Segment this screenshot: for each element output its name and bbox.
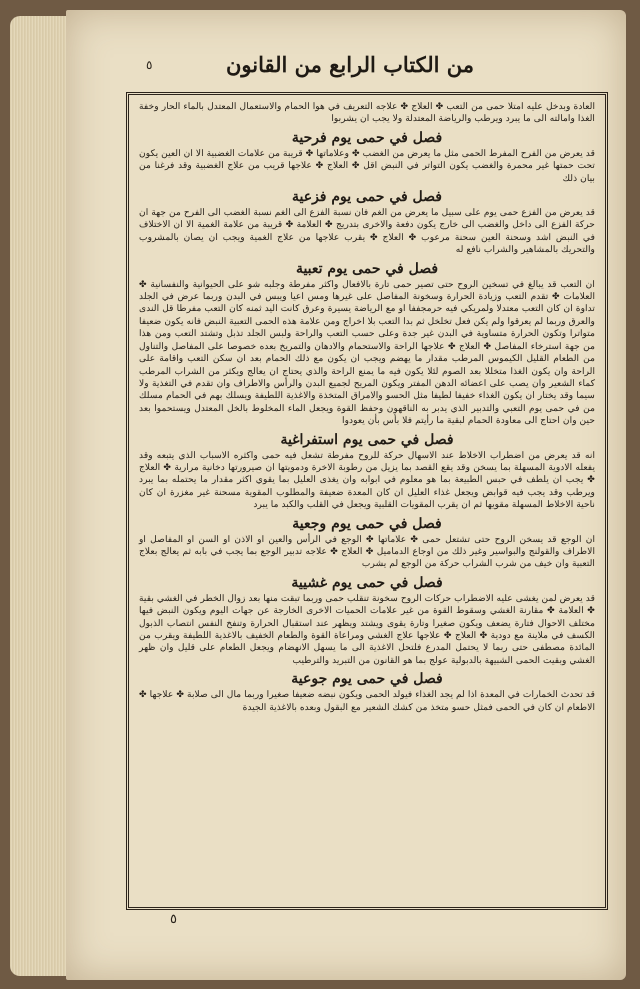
section-title: فصل في حمى يوم وجعية <box>292 515 442 532</box>
section-title: فصل في حمى يوم تعبية <box>295 260 439 277</box>
section-title: فصل في حمى يوم فزعية <box>291 189 442 206</box>
section-body: ان التعب قد يبالغ في تسخين الروح حتى تصير حمى تارة بالافعال واكثر مفرطة وجلبه شو على الحيوانية والنفسانية ✤ العلامات ✤ تقدم التعب وزيادة الحرارة وسخونة المفاصل على غيرها ومس اعيا ويبس في البدن وربما عرض في الجلد تداوة ان كان التعب معتدلا ولمريكي فيه حرمجففا او مع الرياضة يسيرة وعرق كانت اليد ثمنه كان التعب مفرطا قل الندى والعرق وربما لم يعرقوا ولم يكن فعل تخلخل ثم بدا التعب بلا اخراج ومن علامة هذه الحمى التعبية النبض فانه يكون ضعيفا متواترا وتكون الحرارة متساوية في البدن غير جدة وعلى حسب التعب والراحة ولبس الجلد تذبل وتشتد التعب ومن هذا من جهة استرخاء المفاصل ✤ العلاج ✤ علاجها الراحة والاستحمام والادهان والتمريخ بعده خصوصا على المفاصل والتناول من الطعام القليل الكيموس المرطب مقدار ما يهضم ويجب ان يكون مع ذلك الحمام بعد ان سكن التعب واقامة على الراحة وان يكون الغذا متخللا بعد الصوم لئلا يكون فيه ما يمنع الراحة والذي يحتاج ان يعالج ويكثر من الشراب المرطب كماء الشعير وان يصب على اعضائه الدهن المفتر ويكون المريح لجميع البدن والرأس والاطراف وان تقدم في التغذية ولا سيما وقد يختار ان يكون الغذاء خفيفا لطيفا مثل الحسو والامراق المتخذة والاغذية اللطيفة ويسلك بهم في الحمام مسلك من في حمى يوم التعبي والتدبير الذي يدبر به الناقهون وحفظ القوة ويجعل الماء المخلوط بالخل المعتدل ويستحموا بعد حين وان احتاج الى معاودة الحمام لبقية ما رأيتم فلا بأس بأن يعودوا <box>139 278 595 427</box>
page-header <box>110 52 590 88</box>
section-body: قد تحدث الخمارات في المعدة اذا لم يجد الغذاء فيولد الحمى ويكون نبضه ضعيفا صغيرا وربما مال الى صلابة ✤ علاجها ✤ الاطعام ان كان في الحمى فمثل حسو متخذ من كشك الشعير مع البقول وبعده بالاغذية الجيدة <box>139 689 595 713</box>
section-fainting-fever <box>139 575 595 667</box>
section-title: فصل في حمى يوم استفراغية <box>280 431 454 448</box>
section-joyful-fever <box>139 130 595 185</box>
section-fright-fever <box>139 189 595 257</box>
section-title: فصل في حمى يوم جوعية <box>291 671 443 688</box>
running-title: من الكتاب الرابع من القانون <box>225 52 475 77</box>
section-body: قد يعرض من الفرح المفرط الحمى مثل ما يعرض من الغضب ✤ وعلاماتها ✤ قريبة من علامات الغضبية الا ان العين يكون تحت حمتها غير محمرة والغضب يكون التواتر في النبض اقل ✤ العلاج ✤ علاجها قريب من علاج الغضبية وقد فرغنا من بيان ذلك <box>139 147 595 184</box>
section-pain-fever <box>139 516 595 571</box>
section-title: فصل في حمى يوم غشيية <box>291 574 443 591</box>
section-body: قد يعرض من الفزع حمى يوم على سبيل ما يعرض من الغم فان نسبة الفزع الى الغم نسبة الغضب الى الفرح من جهة ان حركة الفزع الى داخل والغضب الى خارج يكون دفعة والاخرى بتدريج ✤ العلامة ✤ قريبة من علامة الغمية الا ان الاختلاف في النبض اشد وسحنة العين سحنة مرعوب ✤ العلاج ✤ يقرب علاجها من علاج الغمية ويجب ان يصان بالمشروب والتحريك بالمشاهير والشراب نافع له <box>139 207 595 256</box>
section-hunger-fever <box>139 671 595 714</box>
section-evacuation-fever <box>139 432 595 512</box>
section-title: فصل في حمى يوم فرحية <box>291 129 443 146</box>
section-body: قد يعرض لمن يغشى عليه الاضطراب حركات الروح سخونة تنقلب حمى وربما تبقت منها بعد زوال الخطر في الغشي بقية ✤ العلامة ✤ مقارنة الغشي وسقوط القوة من غير علامات الحميات الاخرى الخارجة عن جهات اليوم ويكون النبض فيها مختلف الاحوال فتارة يضعف ويكون صغيرا وتارة يقوى ويشتد ويظهر عند استقبال الحرارة وتنفخ النفس انتصاب الذبول الكسف في ملاينة مع دودية ✤ العلاج ✤ علاجها علاج الغشي ومراعاة القوة والطعام الخفيف بالاغذية اللطيفة ويقرب من المائدة مصطفى حتى ربما لا يحتمل المدرع فلتحل الاغذية الى ما يسهل الانهضام ويجعل الطعام على قليل وان ظهر الغشي وبقيت الحمى الشبيهة بالدبولية عولج بما هو القانون من التبريد والترطيب <box>139 592 595 666</box>
section-intro <box>139 101 595 126</box>
section-fatigue-fever <box>139 261 595 428</box>
text-frame <box>126 92 608 910</box>
signature-mark: ٥ <box>170 912 177 927</box>
section-body: العادة وبدخل عليه امتلا حمى من التعب ✤ العلاج ✤ علاجه التعريف في هوا الحمام والاستعمال المعتدل بالماء الحار وخفة الغذا وامالته الى ما يبرد ويرطب والرياضة المعتدلة ولا يجب ان يشربوا <box>139 101 595 125</box>
section-body: ان الوجع قد يسخن الروح حتى تشتعل حمى ✤ علاماتها ✤ الوجع في الرأس والعين او الاذن او السن او المفاصل او الاطراف والقولنج والبواسير وغير ذلك من اوجاع الدماميل ✤ العلاج ✤ علاجه تدبير الوجع بما يجب في بابه ثم يعالج بعلاج التعبية وان خيف من شرب الشراب حركة من الوجع لم يشرب <box>139 533 595 570</box>
section-body: انه قد يعرض من اضطراب الاخلاط عند الاسهال حركة للروح مفرطة تشعل فيه حمى واكثره الاسباب الذي يتبعه وقد يفعله الادوية المسهلة بما يسخن وقد يقع القصد بما يزيل من رطوبة الاخرة ودمويتها ان صيرورتها دخانية مرارية ✤ العلاج ✤ يجب ان يلطف في حبس الطبيعة بما هو معلوم في ابوابه وان يغذى العليل بما يقوي اكثر مقدار ما يحتمله بما يبرد ويرطب وقد يجب فيه قوابض ويجعل غذاء العليل ان كان المعدة ضعيفة والمطلوب المقوية مسحنة غير مغزرة ان كان ناحية الاخلاط المسهلة مقويها ثم ان يقرب المقويات القلبية ويجعل في القلب والكبد ما يبرد <box>139 449 595 511</box>
page-number: ٥ <box>146 58 153 72</box>
